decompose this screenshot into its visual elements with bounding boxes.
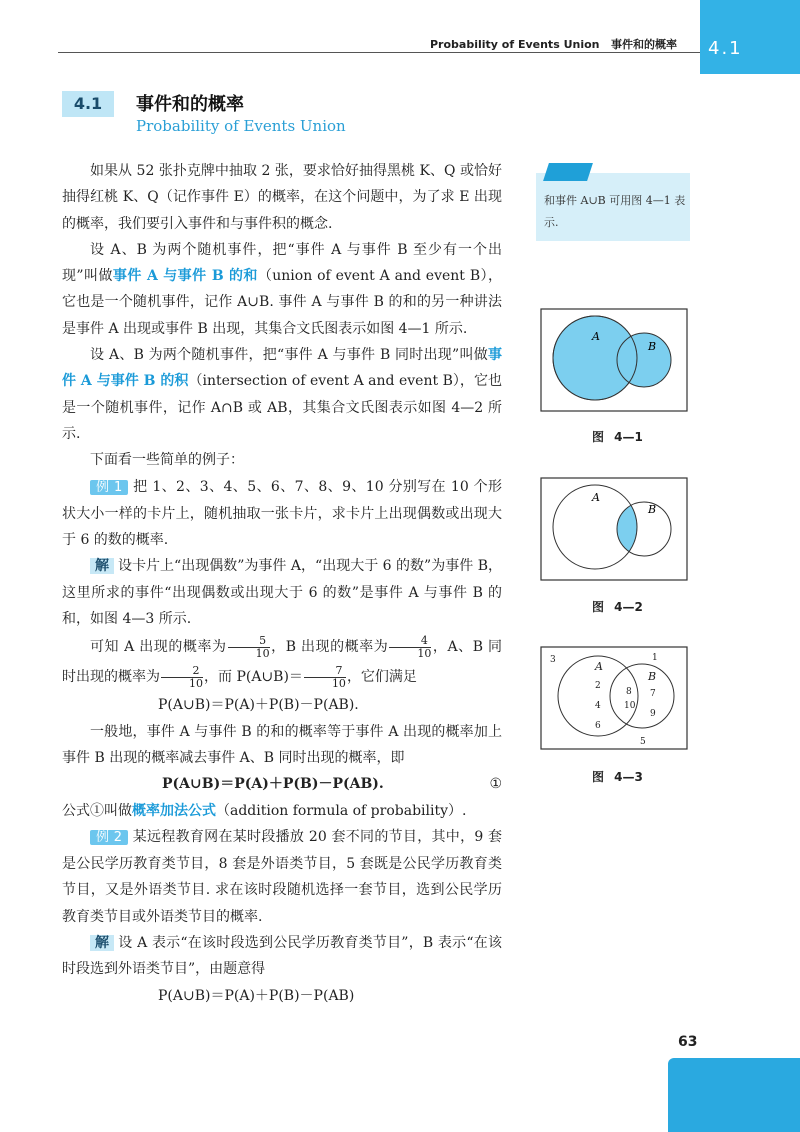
example-2-tag: 例 2 bbox=[90, 830, 128, 845]
example-1-text: 把 1、2、3、4、5、6、7、8、9、10 分别写在 10 个形状大小一样的卡片上，随机抽取一张卡片，求卡片上出现偶数或出现大于 6 的数的概率. bbox=[62, 478, 503, 549]
solution-2-text: 设 A 表示“在该时段选到公民学历教育类节目”，B 表示“在该时段选到外语类节目”，由题意得 bbox=[62, 935, 502, 978]
set-b-label: B bbox=[648, 340, 657, 353]
fraction-numerator: 5 bbox=[228, 635, 270, 648]
set-a-label: A bbox=[592, 491, 600, 504]
fraction bbox=[228, 635, 270, 660]
paragraph-fractions bbox=[62, 632, 502, 692]
paragraph-examples-intro: 下面看一些简单的例子： bbox=[90, 452, 244, 469]
element-9: 9 bbox=[650, 709, 656, 719]
page-number-tab bbox=[668, 1058, 800, 1132]
text-run: ，A、B 同时出现的概率为 bbox=[62, 639, 502, 686]
text-run: ，B 出现的概率为 bbox=[270, 639, 389, 656]
example-1-tag: 例 1 bbox=[90, 480, 128, 495]
term-intersection: 事件 A 与事件 B 的积 bbox=[62, 347, 502, 390]
fraction bbox=[161, 665, 203, 690]
equation-2-text: P(A∪B)＝P(A)＋P(B)－P(AB). bbox=[162, 776, 384, 793]
element-5: 5 bbox=[640, 737, 646, 747]
fraction-denominator: 10 bbox=[255, 646, 270, 660]
note-brush-stroke bbox=[543, 163, 593, 181]
text-run: 可知 A 出现的概率为 bbox=[90, 639, 227, 656]
element-6: 6 bbox=[595, 721, 601, 731]
set-a-label: A bbox=[595, 660, 603, 673]
figure-4-1-caption: 图 4—1 bbox=[592, 430, 643, 444]
venn-diagram-intersection bbox=[540, 477, 688, 581]
set-b-circle bbox=[617, 333, 671, 387]
page-number: 63 bbox=[678, 1034, 698, 1050]
equation-2-number: ① bbox=[489, 776, 502, 793]
example-2-text: 某远程教育网在某时段播放 20 套不同的节目，其中，9 套是公民学历教育类节目，8 套是外语类节目，5 套既是公民学历教育类节目，又是外语类节目. 求在该时段随机选择一套节目，选到公民学历教育类节目或外语类节目的概率. bbox=[62, 828, 503, 925]
equation-2 bbox=[62, 771, 502, 797]
running-title-en: Probability of Events Union bbox=[430, 38, 600, 51]
text-run: 设 A、B 为两个随机事件，把“事件 A 与事件 B 同时出现”叫做 bbox=[90, 347, 488, 364]
term-addition-formula: 概率加法公式 bbox=[132, 802, 216, 819]
section-tab bbox=[700, 0, 800, 74]
set-b-label: B bbox=[648, 670, 657, 683]
example-1 bbox=[62, 474, 502, 554]
solution-tag: 解 bbox=[90, 558, 114, 574]
running-title-zh: 事件和的概率 bbox=[611, 38, 677, 51]
fraction-denominator: 10 bbox=[417, 646, 432, 660]
paragraph-formula-name bbox=[62, 798, 502, 824]
solution-1-text: 设卡片上“出现偶数”为事件 A，“出现大于 6 的数”为事件 B，这里所求的事件“出现偶数或出现大于 6 的数”是事件 A 与事件 B 的和，如图 4—3 所示. bbox=[62, 558, 503, 628]
section-tab-label: 4.1 bbox=[708, 38, 743, 59]
set-a-label: A bbox=[592, 330, 600, 343]
fraction-numerator: 2 bbox=[161, 665, 203, 678]
fraction bbox=[304, 665, 346, 690]
venn-diagram-union bbox=[540, 308, 688, 412]
solution-tag: 解 bbox=[90, 935, 114, 951]
text-run: （union of event A and event B），它也是一个随机事件，记作 A∪B. 事件 A 与事件 B 的和的另一种讲法是事件 A 出现或事件 B 出现，其集合文氏图表示如图 4—1 所示. bbox=[62, 268, 502, 337]
running-title bbox=[430, 36, 677, 52]
text-run: （intersection of event A and event B），它也是一个随机事件，记作 A∩B 或 AB，其集合文氏图表示如图 4—2 所示. bbox=[62, 373, 502, 442]
element-7: 7 bbox=[650, 689, 656, 699]
element-1: 1 bbox=[652, 653, 658, 663]
element-2: 2 bbox=[595, 681, 601, 691]
section-subtitle: Probability of Events Union bbox=[136, 117, 346, 135]
figure-4-2-caption: 图 4—2 bbox=[592, 600, 643, 614]
equation-3: P(A∪B)＝P(A)＋P(B)－P(AB) bbox=[158, 987, 355, 1004]
margin-note-text: 和事件 A∪B 可用图 4—1 表示. bbox=[544, 194, 686, 229]
element-4: 4 bbox=[595, 701, 601, 711]
term-union: 事件 A 与事件 B 的和 bbox=[112, 268, 258, 285]
text-run: ，而 P(A∪B)＝ bbox=[204, 669, 303, 686]
header-rule bbox=[58, 52, 700, 53]
universe-rect bbox=[541, 647, 687, 749]
paragraph-intro: 如果从 52 张扑克牌中抽取 2 张，要求恰好抽得黑桃 K、Q 或恰好抽得红桃 K、Q（记作事件 E）的概率，在这个问题中，为了求 E 出现的概率，我们要引入事件和与事件积的概念. bbox=[62, 163, 502, 232]
venn-diagram-cards bbox=[540, 646, 688, 750]
fraction-numerator: 7 bbox=[304, 665, 346, 678]
equation-1: P(A∪B)＝P(A)＋P(B)－P(AB). bbox=[158, 697, 359, 714]
text-run: （addition formula of probability）. bbox=[216, 802, 467, 819]
solution-2 bbox=[62, 930, 502, 983]
fraction-numerator: 4 bbox=[389, 635, 431, 648]
fraction-denominator: 10 bbox=[331, 676, 346, 690]
fraction-denominator: 10 bbox=[189, 676, 203, 690]
set-b-label: B bbox=[648, 503, 657, 516]
fraction bbox=[389, 635, 431, 660]
element-10: 10 bbox=[624, 701, 636, 711]
figure-4-3-caption: 图 4—3 bbox=[592, 770, 643, 784]
paragraph-union bbox=[62, 237, 502, 342]
example-2 bbox=[62, 824, 502, 930]
text-run: 公式①叫做 bbox=[62, 802, 132, 819]
body-text bbox=[62, 158, 502, 1009]
text-run: ，它们满足 bbox=[346, 669, 417, 686]
element-3: 3 bbox=[550, 655, 556, 665]
section-number: 4.1 bbox=[62, 91, 114, 117]
paragraph-intersection bbox=[62, 342, 502, 447]
text-run: 设 A、B 为两个随机事件，把“事件 A 与事件 B 至少有一个出现”叫做 bbox=[62, 241, 502, 285]
section-title: 事件和的概率 bbox=[136, 94, 244, 115]
solution-1 bbox=[62, 553, 502, 632]
paragraph-general: 一般地，事件 A 与事件 B 的和的概率等于事件 A 出现的概率加上事件 B 出现的概率减去事件 A、B 同时出现的概率，即 bbox=[62, 723, 502, 766]
element-8: 8 bbox=[626, 687, 632, 697]
